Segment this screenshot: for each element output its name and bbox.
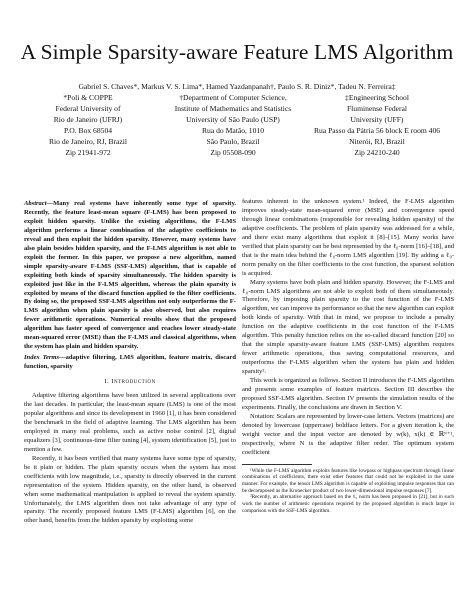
footnote-divider (242, 464, 312, 465)
footnote: ²Recently, an alternative approach based on the ℓ₀ norm has been proposed in [21], but in such work the number of arithmetic operations required by the proposed algorithm is much larger in comparison with the SSF-LMS algorithm. (242, 494, 454, 514)
affiliation-line: Zip 24210-240 (354, 147, 400, 157)
affiliation-line: †Department of Computer Science, (179, 93, 287, 102)
index-terms-label: Index Terms (24, 354, 60, 362)
affiliation-line: ‡Engineering School (345, 93, 409, 102)
affiliation-line: Rio de Janeiro (UFRJ) (53, 114, 123, 124)
affiliation-uff (300, 93, 454, 158)
abstract-text: —Many real systems have inherently some type of sparsity. Recently, the feature least-mean square (F-LMS) has been proposed to exploit hidden sparsity. Unlike the existing algorithms, the F-LMS algorithm performs a linear combination of the adaptive coefficients to reveal and then exploit the hidden sparsity. However, many systems have also plain besides hidden sparsity, and the F-LMS algorithm is not able to exploit the former. In this paper, we propose a new algorithm, named simple sparsity-aware F-LMS (SSF-LMS) algorithm, that is capable of exploiting both kinds of sparsity simultaneously. The hidden sparsity is exploited just like in the F-LMS algorithm, whereas the plain sparsity is exploited by means of the discard function applied to the filter coefficients. By doing so, the proposed SSF-LMS algorithm not only outperforms the F-LMS algorithm when plain sparsity is also observed, but also requires fewer arithmetic operations. Numerical results show that the proposed algorithm has faster speed of convergence and reaches lower steady-state mean-squared error (MSE) than the F-LMS and classical algorithms, when the system has plain and hidden sparsity. (24, 200, 236, 351)
body-paragraph: features inherent to the unknown system.¹ Indeed, the F-LMS algorithm improves steady-state mean-squared error (MSE) and convergence speed through linear combinations (responsible for revealing hidden sparsity) of the adaptive coefficients. The problem of plain sparsity was addressed for a while, and there exist many algorithms that exploit it [8]–[15]. Many works have verified that plain sparsity can be best represented by the ℓ₀-norm [16]–[18], and that is the main idea behind the ℓ₀-norm LMS algorithm [19]. By adding a ℓ₀-norm penalty on the filter coefficients to the cost function, the sparsest solution is acquired. (242, 198, 454, 277)
affiliation-line: Federal University of (55, 103, 121, 113)
body-paragraph: Recently, it has been verified that many systems have some type of sparsity, be it plain or hidden. The plain sparsity occurs when the system has most coefficients with low magnitude, i.e., sparsity is directly observed in the current representation of the system. Hidden sparsity, on the other hand, is observed when some mathematical manipulation is applied to reveal the system sparsity. Unfortunately, the LMS algorithm does not take advantage of any type of sparsity. The recently proposed feature LMS (F-LMS) algorithm [6], on the other hand, benefits from the hidden sparsity by exploiting some (24, 454, 236, 525)
index-terms-text: —adaptive filtering, LMS algorithm, feature matrix, discard function, sparsity (24, 354, 236, 371)
affiliation-line: Rua Passo da Pátria 56 block E room 406 (313, 125, 441, 135)
affiliation-line: Rua do Matão, 1010 (201, 125, 264, 135)
affiliation-line: São Paulo, Brazil (206, 136, 260, 146)
body-paragraph: Many systems have both plain and hidden sparsity. However, the F-LMS and ℓ₀-norm LMS algorithms are not able to exploit both of them simultaneously. Therefore, by imposing plain sparsity to the cost function of the F-LMS algorithm, we can improve its performance so that the new algorithm can exploit both kinds of sparsity. With that in mind, we propose to include a penalty function on the adaptive coefficients in the cost function of the F-LMS algorithm. This penalty function relies on the so-called discard function [20] so that the simple sparsity-aware feature LMS (SSF-LMS) algorithm requires fewer arithmetic operations, thus saving computational resources, and outperforms the F-LMS algorithm when the system has plain and hidden sparsity². (242, 278, 454, 376)
affiliation-ufrj (38, 93, 138, 158)
footnote: ¹While the F-LMS algorithm exploits features like lowpass or highpass spectrum through linear combinations of coefficients, there exist other features that could not be exploited in the same manner. For example, the tensor LMS algorithm is capable of exploiting impulse responses that can be decomposed as the Kronecker product of two lower-dimensional impulse responses [7]. (242, 467, 454, 494)
affiliation-usp (160, 93, 306, 158)
affiliation-line: Niterói, RJ, Brazil (349, 136, 405, 146)
section-heading-introduction: I. Introduction (104, 378, 156, 386)
index-terms (24, 354, 236, 372)
left-column (24, 200, 236, 526)
abstract (24, 200, 236, 352)
affiliation-line: University (UFF) (350, 114, 404, 124)
body-paragraph: Notation: Scalars are represented by lower-case letters. Vectors (matrices) are denoted by lowercase (uppercase) boldface letters. For a given iteration k, the weight vector and the input vector are denoted by w(k), x(k) ∈ ℝᴺ⁺¹, respectively, where N is the adaptive filter order. The optimum system coefficient (242, 412, 454, 456)
body-paragraph: This work is organized as follows. Section II introduces the F-LMS algorithm and presents some examples of feature matrices. Section III describes the proposed SSF-LMS algorithm. Section IV presents the simulation results of the experiments. Finally, the conclusions are drawn in Section V. (242, 377, 454, 411)
paper-title: A Simple Sparsity-aware Feature LMS Algorithm (20, 40, 454, 64)
abstract-label: Abstract (24, 200, 47, 207)
right-column (242, 198, 454, 515)
affiliation-line: *Poli & COPPE (63, 93, 113, 102)
body-paragraph: Adaptive filtering algorithms have been utilized in several applications over the last decades. In particular, the least-mean square (LMS) is one of the most popular algorithms and since its development in 1960 [1], it has been considered the benchmark in the field of adaptive learning. The LMS algorithm has been employed in many real problems, such as active noise control [2], digital equalizers [3], continuous-time filter tuning [4], system identification [5], just to mention a few. (24, 392, 236, 453)
author-list: Gabriel S. Chaves*, Markus V. S. Lima*, Hamed Yazdanpanah†, Paulo S. R. Diniz*, Tadeu N. Ferreira‡ (78, 82, 396, 91)
affiliation-line: University of São Paulo (USP) (186, 114, 280, 124)
affiliation-line: Zip 21941-972 (65, 147, 111, 157)
affiliation-line: Rio de Janeiro, RJ, Brazil (48, 136, 128, 146)
affiliation-line: Zip 05508-090 (210, 147, 256, 157)
affiliation-line: P.O. Box 68504 (63, 125, 113, 135)
affiliation-line: Institute of Mathematics and Statistics (174, 103, 292, 113)
affiliation-line: Fluminense Federal (346, 103, 408, 113)
